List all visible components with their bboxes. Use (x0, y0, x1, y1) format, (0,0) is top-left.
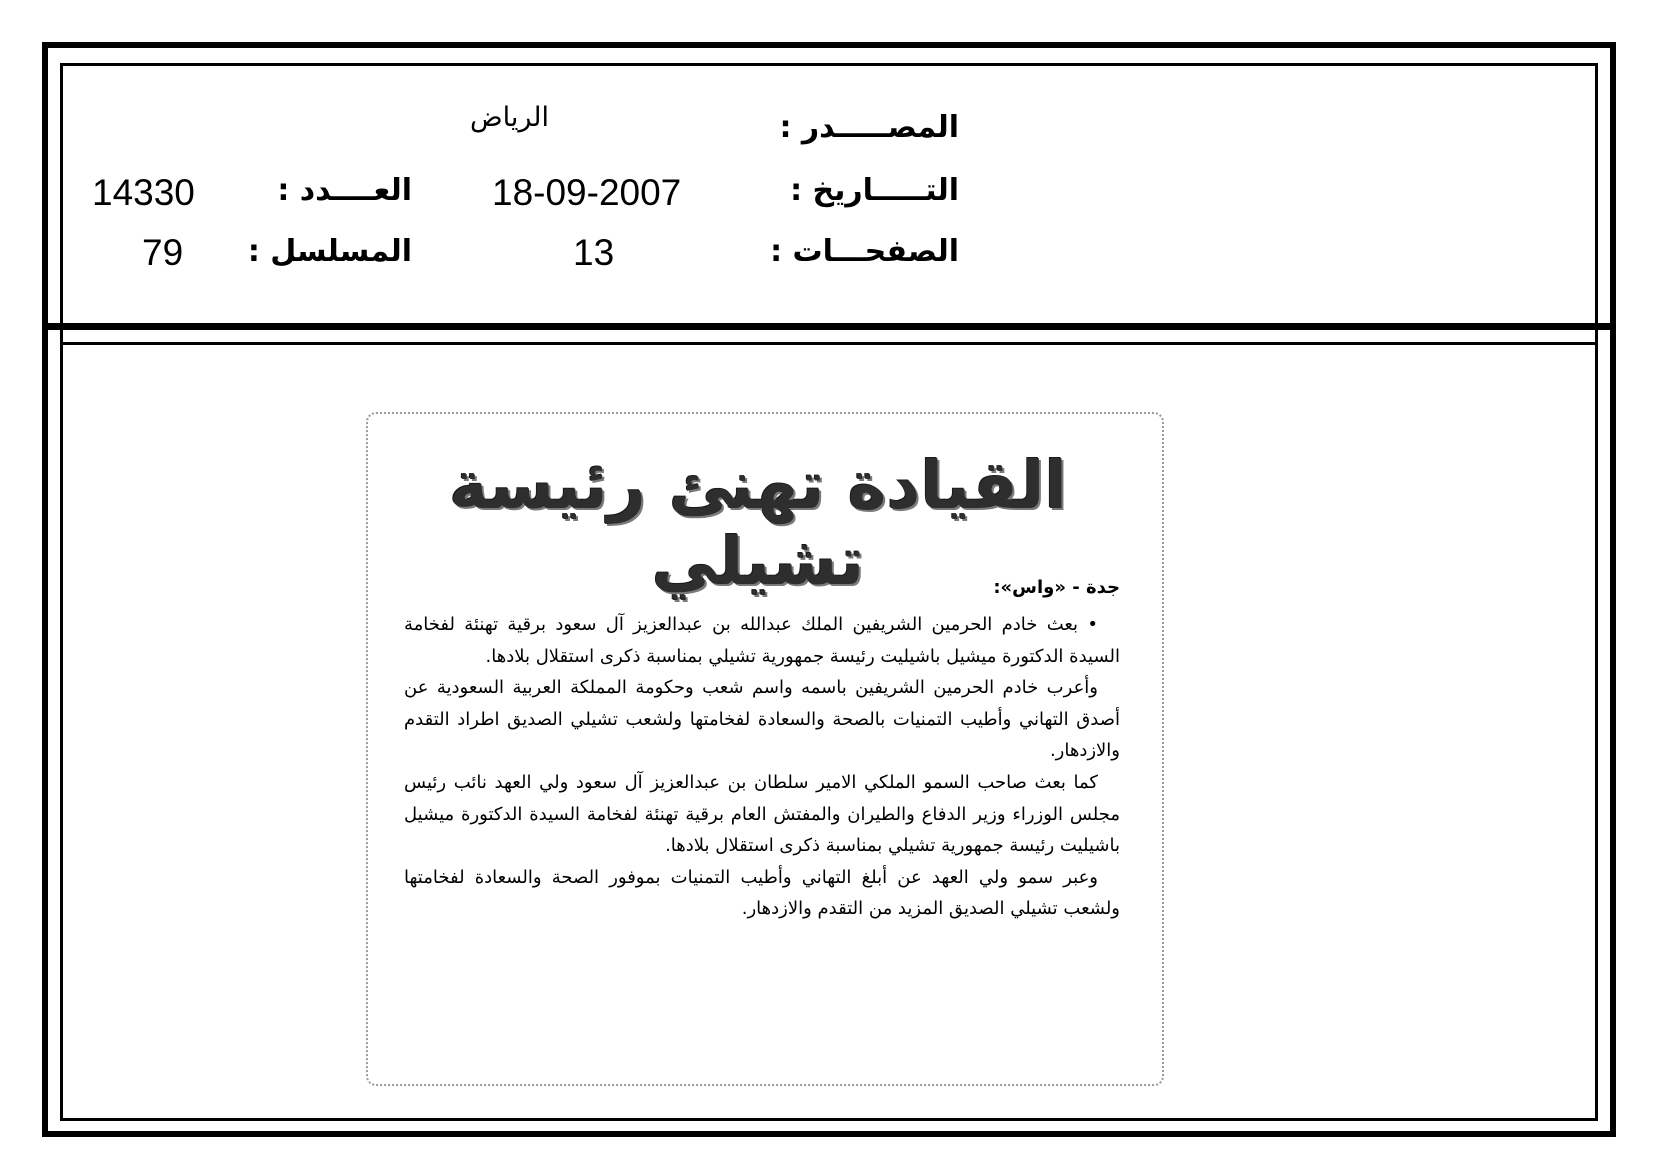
article-paragraph: وأعرب خادم الحرمين الشريفين باسمه واسم شعب وحكومة المملكة العربية السعودية عن أصدق التهاني وأطيب التمنيات بالصحة والسعادة لفخامتها ولشعب تشيلي الصديق اطراد التقدم والازدهار. (404, 677, 1120, 762)
issue-label: العــــدد : (277, 173, 412, 208)
article-paragraph: • بعث خادم الحرمين الشريفين الملك عبدالله بن عبدالعزيز آل سعود برقية تهنئة لفخامة السيدة الدكتورة ميشيل باشيليت رئيسة جمهورية تشيلي بمناسبة ذكرى استقلال بلادها. (404, 614, 1120, 667)
serial-label: المسلسل : (247, 234, 412, 269)
header-divider-thick (42, 323, 1616, 330)
header-divider-thin (60, 342, 1598, 345)
date-label: التـــــاريخ : (790, 173, 959, 208)
date-value: 18-09-2007 (492, 172, 682, 213)
serial-value: 79 (142, 232, 184, 273)
issue-value: 14330 (92, 172, 195, 213)
newspaper-clipping (366, 412, 1164, 1086)
article-headline: القيادة تهنئ رئيسة تشيلي (448, 447, 1068, 600)
article-body (404, 609, 1120, 925)
article-paragraph: وعبر سمو ولي العهد عن أبلغ التهاني وأطيب التمنيات بموفور الصحة والسعادة لفخامتها ولشعب تشيلي الصديق المزيد من التقدم والازدهار. (404, 866, 1120, 920)
pages-label: الصفحـــات : (770, 234, 959, 269)
source-value: الرياض (470, 102, 550, 133)
pages-value: 13 (573, 232, 615, 273)
source-label: المصـــــدر : (779, 110, 959, 145)
article-paragraph: كما بعث صاحب السمو الملكي الامير سلطان بن عبدالعزيز آل سعود ولي العهد نائب رئيس مجلس الوزراء وزير الدفاع والطيران والمفتش العام برقية تهنئة لفخامة السيدة الدكتورة ميشيل باشيليت رئيسة جمهورية تشيلي بمناسبة ذكرى استقلال بلادها. (404, 771, 1120, 857)
article-dateline: جدة - «واس»: (993, 577, 1120, 598)
